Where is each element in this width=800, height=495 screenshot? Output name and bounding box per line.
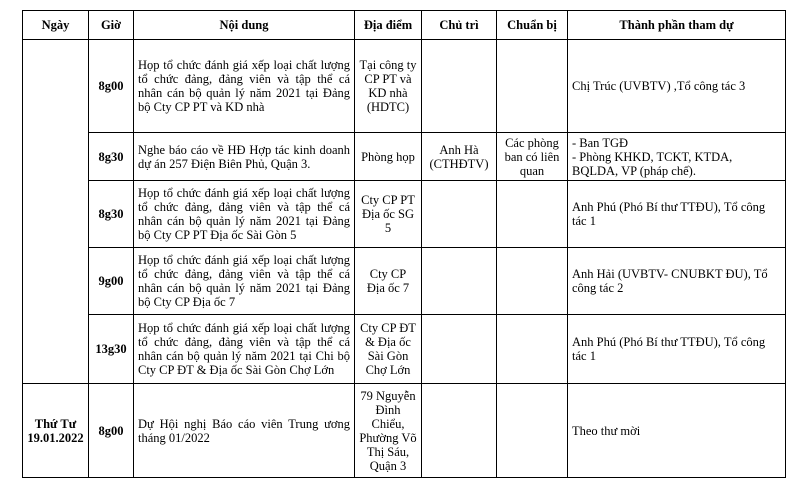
place-line: Địa ốc SG <box>361 207 415 221</box>
place-line: KD nhà <box>368 86 408 100</box>
prep-cell <box>497 384 568 478</box>
attendee-line: - Ban TGĐ <box>572 135 629 150</box>
prep-cell <box>497 181 568 248</box>
prep-cell <box>497 248 568 315</box>
table-row <box>23 248 786 315</box>
table-row <box>23 40 786 133</box>
place-line: 5 <box>384 221 392 235</box>
place-cell <box>355 315 422 384</box>
place-cell <box>355 40 422 133</box>
chair-cell <box>422 384 497 478</box>
header-attendees: Thành phần tham dự <box>568 11 786 40</box>
attendee-line: tác 1 <box>572 349 596 363</box>
header-content: Nội dung <box>134 11 355 40</box>
attendee-line: Anh Phú (Phó Bí thư TTĐU), Tổ công <box>572 335 766 349</box>
content-cell: Họp tổ chức đánh giá xếp loại chất lượng tổ chức đảng, đảng viên và tập thể cá nhân cán bộ quản lý năm 2021 tại Đảng bộ Cty CP Địa ốc 7 <box>134 248 355 315</box>
place-line: 79 Nguyễn <box>360 388 416 403</box>
place-line: Chiểu, <box>371 416 405 431</box>
place-line: Tại công ty <box>359 58 417 72</box>
place-line: Cty CP <box>369 267 407 281</box>
attendees-cell <box>568 248 786 315</box>
chair-cell <box>422 181 497 248</box>
chair-line: Anh Hà <box>439 142 479 157</box>
place-line: Địa ốc 7 <box>366 281 410 295</box>
time-cell: 9g00 <box>89 248 134 315</box>
attendees-cell <box>568 133 786 181</box>
attendee-line: Anh Hải (UVBTV- CNUBKT ĐU), Tổ <box>572 267 768 281</box>
place-line: Đình <box>375 402 401 417</box>
table-row <box>23 133 786 181</box>
prep-line: Các phòng <box>505 135 559 150</box>
place-line: Quận 3 <box>369 458 407 473</box>
time-cell: 8g30 <box>89 181 134 248</box>
attendees-cell <box>568 40 786 133</box>
prep-line: ban có liên <box>504 149 560 164</box>
day-date: 19.01.2022 <box>27 430 84 445</box>
attendee-line: BQLDA, VP (pháp chế). <box>572 163 696 178</box>
header-prep: Chuẩn bị <box>497 11 568 40</box>
content-cell: Dự Hội nghị Báo cáo viên Trung ương tháng 01/2022 <box>134 384 355 478</box>
chair-line: (CTHĐTV) <box>429 156 489 171</box>
attendee-line: công tác 2 <box>572 281 624 295</box>
attendee-line: - Phòng KHKD, TCKT, KTDA, <box>572 149 733 164</box>
content-cell: Họp tổ chức đánh giá xếp loại chất lượng tổ chức đảng, đảng viên và tập thể cá nhân cán bộ quản lý năm 2021 tại Đảng bộ Cty CP PT Địa ốc Sài Gòn 5 <box>134 181 355 248</box>
day-cell <box>23 384 89 478</box>
place-line: Sài Gòn <box>367 349 409 363</box>
time-cell: 8g00 <box>89 40 134 133</box>
place-line: Chợ Lớn <box>365 363 411 377</box>
place-line: Thị Sáu, <box>366 444 410 459</box>
prep-cell <box>497 315 568 384</box>
content-cell: Họp tổ chức đánh giá xếp loại chất lượng tổ chức đảng, đảng viên và tập thể cá nhân cán bộ quản lý năm 2021 tại Chi bộ Cty CP ĐT & Địa ốc Sài Gòn Chợ Lớn <box>134 315 355 384</box>
place-line: CP PT và <box>364 72 412 86</box>
chair-cell <box>422 133 497 181</box>
attendee-line: Anh Phú (Phó Bí thư TTĐU), Tổ công <box>572 200 766 214</box>
table-row <box>23 315 786 384</box>
place-line: Phòng họp <box>361 149 415 164</box>
table-row <box>23 384 786 478</box>
table-row <box>23 181 786 248</box>
time-cell: 8g30 <box>89 133 134 181</box>
header-day: Ngày <box>23 11 89 40</box>
time-cell: 13g30 <box>89 315 134 384</box>
header-row <box>23 11 786 40</box>
prep-cell <box>497 40 568 133</box>
attendee-line: Theo thư mời <box>572 423 641 438</box>
chair-cell <box>422 40 497 133</box>
place-line: (HDTC) <box>366 100 410 114</box>
attendee-line: Chị Trúc (UVBTV) ,Tổ công tác 3 <box>572 79 746 93</box>
place-cell <box>355 248 422 315</box>
prep-cell <box>497 133 568 181</box>
attendees-cell <box>568 181 786 248</box>
attendee-line: tác 1 <box>572 214 596 228</box>
place-cell <box>355 133 422 181</box>
header-place: Địa điểm <box>355 11 422 40</box>
place-line: Phường Võ <box>359 430 417 445</box>
attendees-cell <box>568 315 786 384</box>
chair-cell <box>422 315 497 384</box>
schedule-table <box>22 10 786 478</box>
prep-line: quan <box>519 163 545 178</box>
day-cell-empty <box>23 40 89 384</box>
header-chair: Chủ trì <box>422 11 497 40</box>
place-cell <box>355 384 422 478</box>
day-label: Thứ Tư <box>34 416 77 431</box>
place-line: Cty CP PT <box>361 193 415 207</box>
chair-cell <box>422 248 497 315</box>
header-time: Giờ <box>89 11 134 40</box>
place-line: & Địa ốc <box>365 335 411 349</box>
attendees-cell <box>568 384 786 478</box>
place-cell <box>355 181 422 248</box>
content-cell: Nghe báo cáo về HĐ Hợp tác kinh doanh dự án 257 Điện Biên Phủ, Quận 3. <box>134 133 355 181</box>
time-cell: 8g00 <box>89 384 134 478</box>
content-cell: Họp tổ chức đánh giá xếp loại chất lượng tổ chức đảng, đảng viên và tập thể cá nhân cán bộ quản lý năm 2021 tại Đảng bộ Cty CP PT và KD nhà <box>134 40 355 133</box>
place-line: Cty CP ĐT <box>360 321 416 335</box>
